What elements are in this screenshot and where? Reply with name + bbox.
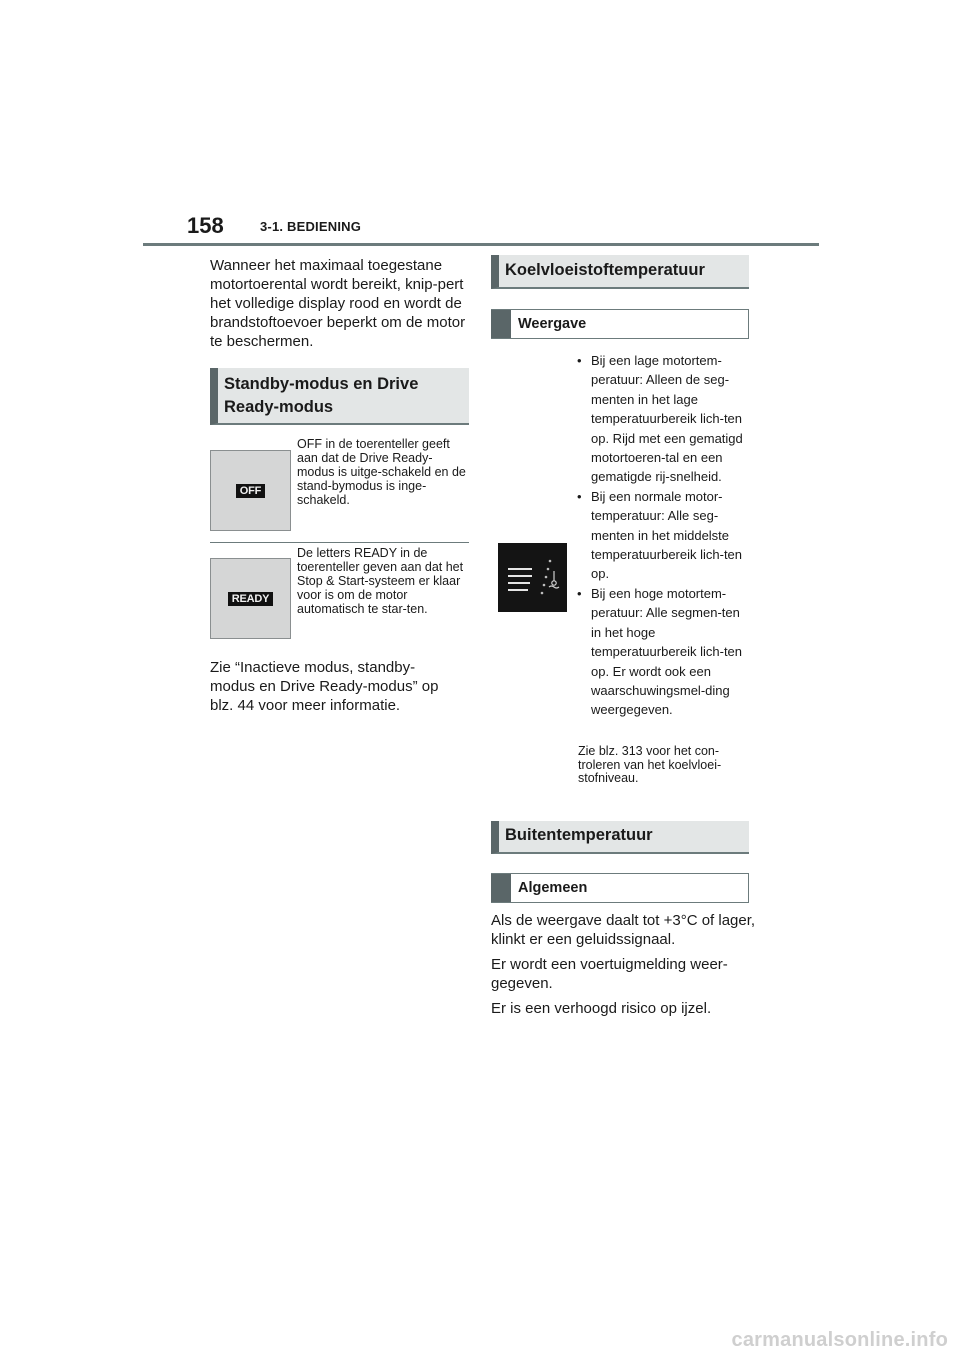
coolant-gauge-icon [498, 543, 567, 612]
reference-paragraph: Zie “Inactieve modus, standby-modus en Drive Ready-modus” op blz. 44 voor meer informatie. [210, 659, 439, 714]
intro-paragraph: Wanneer het maximaal toegestane motortoerental wordt bereikt, knip-pert het volledige display rood en wordt de brandstoftoevoer beperkt om de motor te beschermen. [210, 257, 466, 350]
subsection-marker [491, 874, 511, 902]
outside-temp-paragraph-1: Als de weergave daalt tot +3°C of lager, klinkt er een geluidssignaal. [491, 912, 756, 948]
coolant-bullet-list [577, 351, 752, 720]
off-indicator-icon [210, 450, 291, 531]
coolant-subsection-title: Weergave [518, 316, 587, 332]
coolant-section-header [491, 255, 749, 289]
standby-section-header [210, 368, 469, 425]
outside-temp-section-title: Buitentemperatuur [505, 826, 653, 844]
standby-section-title-1: Standby-modus en Drive [224, 375, 419, 393]
off-description: OFF in de toerenteller geeft aan dat de Drive Ready-modus is uitge-schakeld en de stand-bymodus is inge-schakeld. [297, 437, 466, 507]
page-number: 158 [187, 213, 224, 238]
chapter-title: 3-1. BEDIENING [260, 219, 362, 234]
ready-description: De letters READY in de toerenteller geven aan dat het Stop & Start-systeem er klaar voor is om de motor automatisch te star-ten. [297, 546, 464, 616]
row-divider [210, 542, 469, 543]
header-rule [143, 243, 819, 246]
outside-temp-section-header [491, 821, 749, 854]
outside-temp-subsection-title: Algemeen [518, 880, 588, 896]
coolant-note: Zie blz. 313 voor het con-troleren van het koelvloei-stofniveau. [578, 744, 722, 785]
list-item: • Bij een normale motor-temperatuur: Alle seg-menten in het middelste temperatuurbereik lich-ten op. [577, 487, 752, 584]
off-label: OFF [236, 484, 265, 498]
coolant-subsection-header [491, 309, 749, 339]
watermark: carmanualsonline.info [731, 1329, 948, 1351]
standby-section-title-2: Ready-modus [224, 398, 334, 416]
subsection-marker [491, 310, 511, 338]
outside-temp-paragraph-2: Er wordt een voertuigmelding weer-gegeven. [491, 956, 728, 992]
coolant-section-title: Koelvloeistoftemperatuur [505, 261, 705, 279]
ready-label: READY [228, 592, 274, 606]
ready-indicator-icon [210, 558, 291, 639]
outside-temp-subsection-header [491, 873, 749, 903]
list-item: • Bij een hoge motortem-peratuur: Alle segmen-ten in het hoge temperatuurbereik lich-ten op. Er wordt ook een waarschuwingsmel-ding weergegeven. [577, 584, 752, 720]
outside-temp-paragraph-3: Er is een verhoogd risico op ijzel. [491, 1000, 712, 1017]
list-item: • Bij een lage motortem-peratuur: Alleen de seg-menten in het lage temperatuurbereik lich-ten op. Rijd met een gematigd motortoeren-tal en een gematigde rij-snelheid. [577, 351, 752, 487]
